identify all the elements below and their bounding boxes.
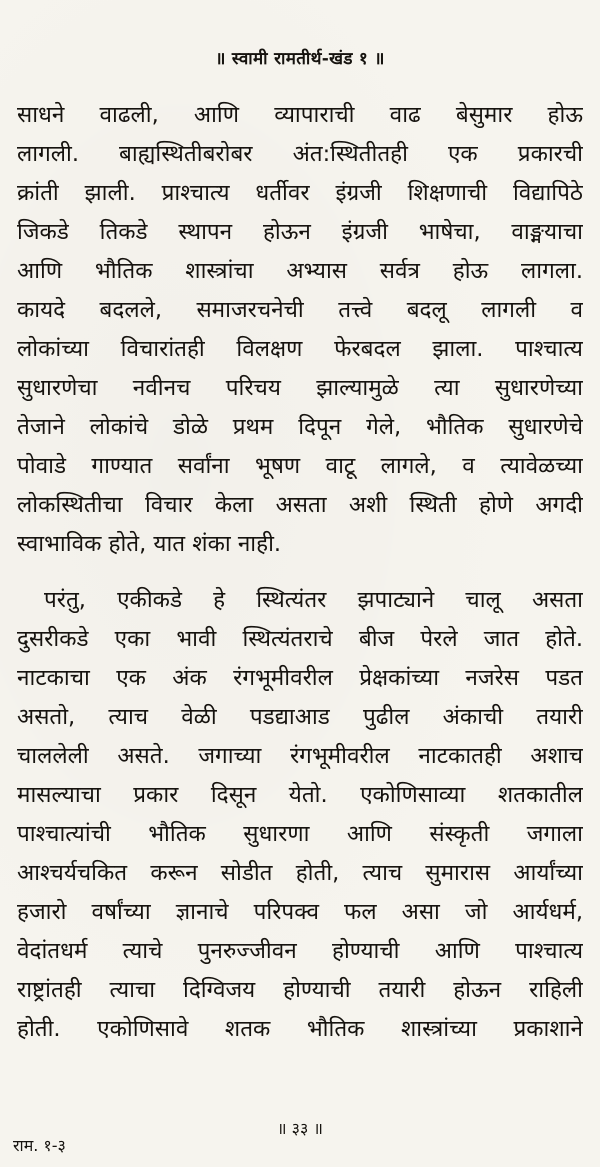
text-line: स्वाभाविक होते, यात शंका नाही. bbox=[17, 531, 282, 557]
text-line: सुधारणेचा नवीनच परिचय झाल्यामुळे त्या सुधारणेच्या bbox=[17, 375, 583, 401]
text-line: साधने वाढली, आणि व्यापाराची वाढ बेसुमार होऊ bbox=[17, 102, 583, 128]
body-text bbox=[17, 96, 583, 1049]
text-line: आणि भौतिक शास्त्रांचा अभ्यास सर्वत्र होऊ लागला. bbox=[17, 258, 583, 284]
text-line: चाललेली असते. जगाच्या रंगभूमीवरील नाटकातही अशाच bbox=[17, 743, 583, 769]
text-line: लागली. बाह्यस्थितीबरोबर अंत:स्थितीतही एक प्रकारची bbox=[17, 141, 583, 167]
text-line: लोकांच्या विचारांतही विलक्षण फेरबदल झाला. पाश्चात्य bbox=[17, 336, 583, 362]
text-line: जिकडे तिकडे स्थापन होऊन इंग्रजी भाषेचा, वाङ्मयाचा bbox=[17, 219, 583, 245]
paragraph-2 bbox=[17, 581, 583, 1049]
text-line: लोकस्थितीचा विचार केला असता अशी स्थिती होणे अगदी bbox=[17, 492, 583, 518]
text-line: हजारो वर्षांच्या ज्ञानाचे परिपक्व फल असा जो आर्यधर्म, bbox=[17, 899, 583, 925]
text-line: पाश्चात्यांची भौतिक सुधारणा आणि संस्कृती जगाला bbox=[17, 821, 583, 847]
text-line: होती. एकोणिसावे शतक भौतिक शास्त्रांच्या प्रकाशाने bbox=[17, 1016, 583, 1042]
text-line: क्रांती झाली. प्राश्चात्य धर्तीवर इंग्रजी शिक्षणाची विद्यापिठे bbox=[17, 180, 583, 206]
text-line: पोवाडे गाण्यात सर्वांना भूषण वाटू लागले, व त्यावेळच्या bbox=[17, 453, 583, 479]
running-header: ॥ स्वामी रामतीर्थ-खंड १ ॥ bbox=[215, 49, 385, 69]
paragraph-1 bbox=[17, 96, 583, 564]
text-line: मासल्याचा प्रकार दिसून येतो. एकोणिसाव्या शतकातील bbox=[17, 782, 583, 808]
text-line: तेजाने लोकांचे डोळे प्रथम दिपून गेले, भौतिक सुधारणेचे bbox=[17, 414, 583, 440]
text-line: आश्चर्यचकित करून सोडीत होती, त्याच सुमारास आर्यांच्या bbox=[17, 860, 583, 886]
text-line: परंतु, एकीकडे हे स्थित्यंतर झपाट्याने चालू असता bbox=[44, 587, 583, 613]
text-line: दुसरीकडे एका भावी स्थित्यंतराचे बीज पेरले जात होते. bbox=[17, 626, 583, 652]
page-number: ॥ ३३ ॥ bbox=[277, 1119, 323, 1138]
text-line: राष्ट्रांतही त्याचा दिग्विजय होण्याची तयारी होऊन राहिली bbox=[17, 977, 583, 1003]
text-line: कायदे बदलले, समाजरचनेची तत्त्वे बदलू लागली व bbox=[17, 297, 583, 323]
text-line: वेदांतधर्म त्याचे पुनरुज्जीवन होण्याची आणि पाश्चात्य bbox=[17, 938, 583, 964]
text-line: नाटकाचा एक अंक रंगभूमीवरील प्रेक्षकांच्या नजरेस पडत bbox=[17, 665, 583, 691]
signature-mark: राम. १-३ bbox=[13, 1136, 66, 1155]
text-line: असतो, त्याच वेळी पडद्याआड पुढील अंकाची तयारी bbox=[17, 704, 583, 730]
